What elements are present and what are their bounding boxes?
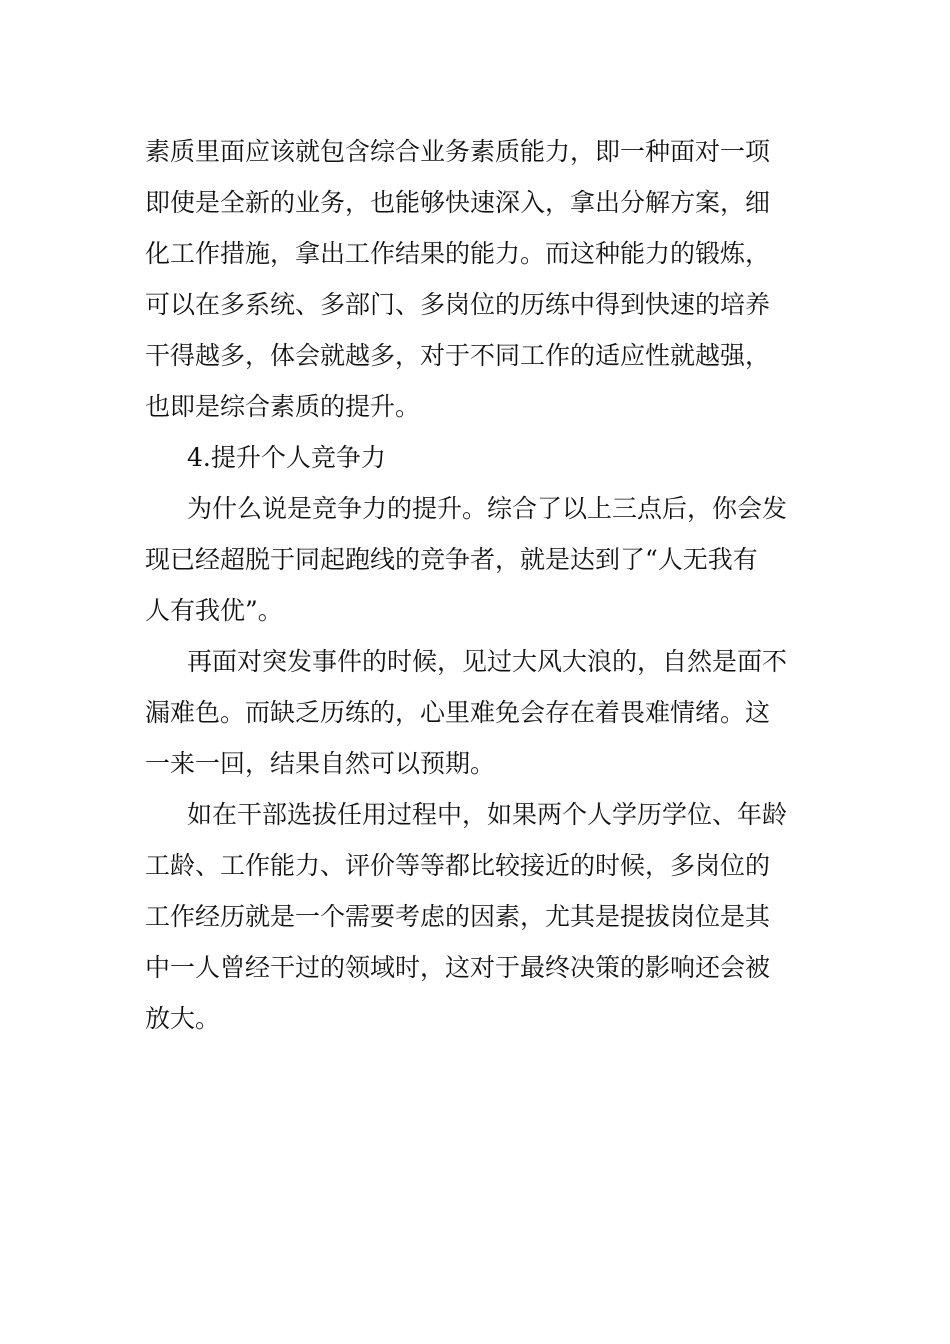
text-line: 漏难色。而缺乏历练的，心里难免会存在着畏难情绪。这 [145,698,771,727]
paragraph-cadre-selection [145,789,810,1044]
document-body [145,126,810,1044]
paragraph-emergency [145,636,810,789]
text-line: 中一人曾经干过的领域时，这对于最终决策的影响还会被 [145,953,771,982]
text-line: 放大。 [145,1004,221,1033]
text-line: 可以在多系统、多部门、多岗位的历练中得到快速的培养 [145,290,771,319]
paragraph-competitiveness [145,483,810,636]
text-line: 如在干部选拔任用过程中，如果两个人学历学位、年龄 [187,800,788,829]
text-line: 即使是全新的业务，也能够快速深入，拿出分解方案，细 [145,188,771,217]
text-line: 化工作措施，拿出工作结果的能力。而这种能力的锻炼， [145,239,771,268]
text-line: 现已经超脱于同起跑线的竞争者，就是达到了“人无我有 [145,545,758,574]
text-line: 干得越多，体会就越多，对于不同工作的适应性就越强， [145,341,771,370]
text-line: 为什么说是竞争力的提升。综合了以上三点后，你会发 [187,494,788,523]
section-heading-4 [145,432,810,483]
text-line: 素质里面应该就包含综合业务素质能力，即一种面对一项 [145,137,771,166]
paragraph-composite-quality [145,126,810,432]
heading-text: 4.提升个人竞争力 [187,443,386,472]
text-line: 工作经历就是一个需要考虑的因素，尤其是提拔岗位是其 [145,902,771,931]
text-line: 再面对突发事件的时候，见过大风大浪的，自然是面不 [187,647,788,676]
text-line: 也即是综合素质的提升。 [145,392,421,421]
text-line: 一来一回，结果自然可以预期。 [145,749,496,778]
text-line: 人有我优”。 [145,596,283,625]
text-line: 工龄、工作能力、评价等等都比较接近的时候，多岗位的 [145,851,771,880]
